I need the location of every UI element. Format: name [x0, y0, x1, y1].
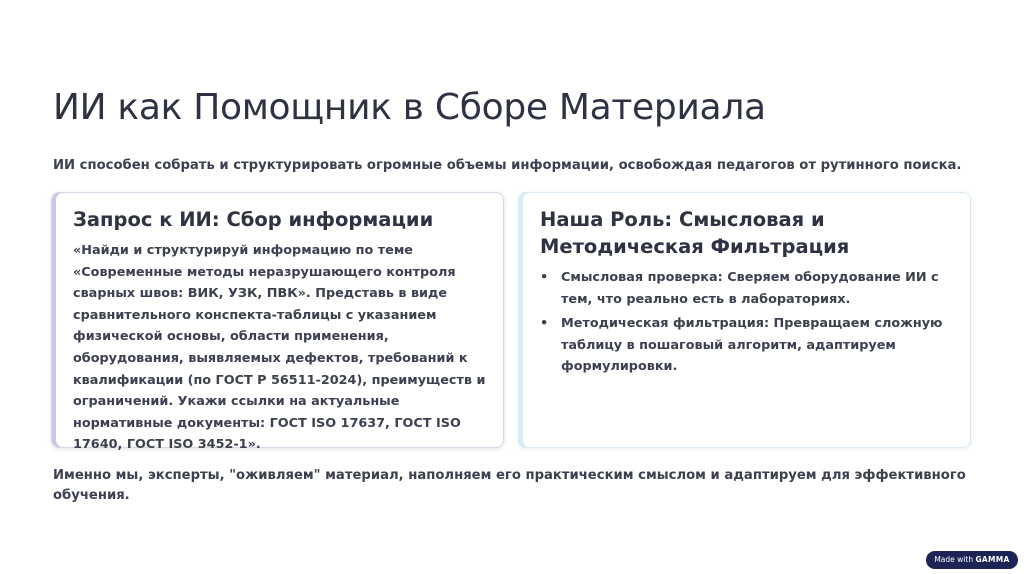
- bullet-icon: •: [540, 316, 549, 332]
- badge-prefix: Made with: [934, 555, 974, 564]
- intro-text: ИИ способен собрать и структурировать огромные объемы информации, освобождая педагогов от рутинного поиска.: [53, 158, 962, 173]
- closing-text: Именно мы, эксперты, "оживляем" материал, наполняем его практическим смыслом и адаптируем для эффективного обучения.: [53, 468, 966, 503]
- made-with-gamma-badge[interactable]: [926, 551, 1018, 569]
- ai-request-quote: «Найди и структурируй информацию по теме «Современные методы неразрушающего контроля сварных швов: ВИК, УЗК, ПВК». Представь в виде сравнительного конспекта-таблицы с указанием физической основы, области применения, оборудования, выявляемых дефектов, требований к квалификации (по ГОСТ Р 56511-2024), преимуществ и ограничений. Укажи ссылки на актуальные нормативные документы: ГОСТ ISO 17637, ГОСТ ISO 17640, ГОСТ ISO 3452-1».: [73, 243, 486, 453]
- list-item-text: Методическая фильтрация: Превращаем сложную таблицу в пошаговый алгоритм, адаптируем формулировки.: [561, 316, 943, 375]
- ai-request-card: [51, 192, 504, 453]
- our-role-heading: Наша Роль: Смысловая и Методическая Фильтрация: [540, 208, 850, 258]
- list-item-text: Смысловая проверка: Сверяем оборудование ИИ с тем, что реально есть в лабораториях.: [561, 270, 939, 307]
- our-role-list: [540, 267, 960, 381]
- page-title: ИИ как Помощник в Сборе Материала: [53, 87, 766, 128]
- our-role-card: [518, 192, 971, 448]
- bullet-icon: •: [540, 270, 549, 285]
- ai-request-heading: Запрос к ИИ: Сбор информации: [73, 208, 434, 231]
- gamma-logo: GAMMA: [975, 555, 1010, 564]
- list-item: [540, 313, 960, 378]
- list-item: [540, 267, 960, 310]
